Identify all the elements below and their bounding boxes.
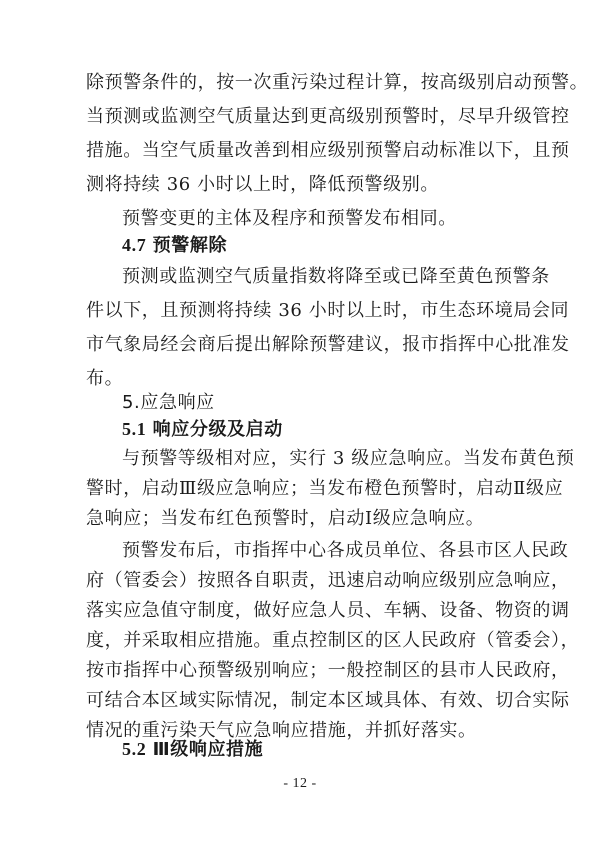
paragraph-line: 市气象局经会商后提出解除预警建议，报市指挥中心批准发 (86, 334, 570, 355)
section-number: 5.2 (122, 739, 147, 759)
paragraph-line: 措施。当空气质量改善到相应级别预警启动标准以下，且预 (86, 140, 570, 161)
paragraph-line: 件以下，且预测将持续 36 小时以上时，市生态环境局会同 (86, 300, 570, 321)
paragraph-line: 警时，启动Ⅲ级应急响应；当发布橙色预警时，启动Ⅱ级应 (86, 478, 564, 499)
paragraph-line: 预警发布后，市指挥中心各成员单位、各县市区人民政 (122, 540, 569, 561)
paragraph-line: 府（管委会）按照各自职责，迅速启动响应级别应急响应， (86, 570, 570, 591)
section-title: 响应分级及启动 (152, 419, 283, 440)
paragraph-line: 度，并采取相应措施。重点控制区的区人民政府（管委会）， (86, 630, 580, 651)
paragraph-line: 可结合本区域实际情况，制定本区域具体、有效、切合实际 (86, 690, 570, 711)
section-title: 预警解除 (152, 235, 228, 256)
section-heading-4-7 (122, 230, 227, 261)
section-heading-5: 5.应急响应 (122, 392, 215, 413)
section-heading-5-1 (122, 414, 283, 445)
paragraph-line: 预警变更的主体及程序和预警发布相同。 (122, 208, 457, 229)
section-title: Ⅲ级响应措施 (152, 739, 264, 760)
section-heading-5-2 (122, 734, 263, 765)
paragraph-line: 与预警等级相对应，实行 3 级应急响应。当发布黄色预 (122, 448, 575, 469)
paragraph-line: 布。 (86, 368, 124, 389)
section-number: 5.1 (122, 419, 147, 439)
paragraph-line: 预测或监测空气质量指数将降至或已降至黄色预警条 (122, 266, 550, 287)
paragraph-line: 急响应；当发布红色预警时，启动Ⅰ级应急响应。 (86, 508, 485, 529)
paragraph-line: 当预测或监测空气质量达到更高级别预警时，尽早升级管控 (86, 106, 570, 127)
paragraph-line: 测将持续 36 小时以上时，降低预警级别。 (86, 174, 439, 195)
paragraph-line: 情况的重污染天气应急响应措施，并抓好落实。 (86, 720, 477, 741)
page-number: - 12 - (283, 776, 317, 791)
paragraph-line: 按市指挥中心预警级别响应；一般控制区的县市人民政府， (86, 660, 570, 681)
paragraph-line: 除预警条件的，按一次重污染过程计算，按高级别启动预警。 (86, 72, 589, 93)
section-number: 4.7 (122, 235, 147, 255)
paragraph-line: 落实应急值守制度，做好应急人员、车辆、设备、物资的调 (86, 600, 570, 621)
